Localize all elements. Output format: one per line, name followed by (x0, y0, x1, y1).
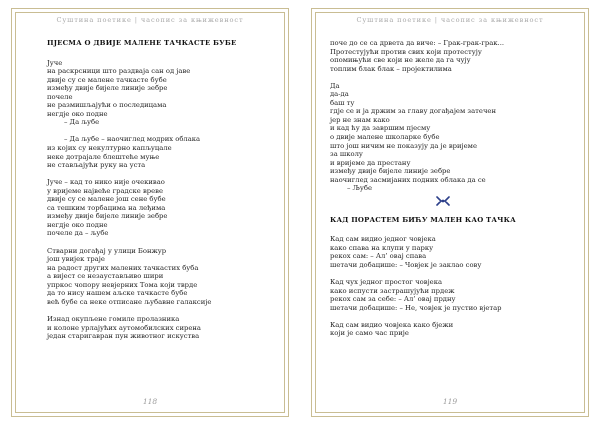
poem-line: још увијек траје (47, 255, 105, 264)
stanza-break (330, 73, 555, 82)
poem-line: на раскрсници што раздваја сан од јаве (47, 67, 191, 76)
stanza-break (47, 306, 272, 315)
poem-line: Протестујући против свих који протестују (330, 47, 482, 56)
poem-line: опомињући све који не желе да га чују (330, 56, 471, 65)
stanza-break (47, 238, 272, 247)
poem-line: баш ту (330, 98, 355, 107)
poem-title: КАД ПОРАСТЕМ БИЋУ МАЛЕН КАО ТАЧКА (330, 215, 516, 224)
page-number: 119 (442, 397, 458, 406)
poem-line: негдје око подне (47, 109, 108, 118)
poem-line: Кад сам видио једног човјека (330, 235, 436, 244)
poem-line: између двије бијеле линије зебре (47, 212, 168, 221)
poem-line: Кад сам видио човјека како бјежи (330, 320, 454, 329)
poem-line: и кад ћу да завршим пјесму (330, 124, 431, 133)
right-page-content (330, 39, 555, 338)
poem-line: – Љубе (347, 184, 373, 193)
stanza-break (330, 270, 555, 279)
poem-line: из којих су некултурно капљуцале (47, 144, 172, 153)
page-number: 118 (142, 397, 158, 406)
poem-line: Кад чух једног простог човјека (330, 278, 442, 287)
poem-line: Јуче – кад то нико није очекивао (47, 178, 165, 187)
poem-line: о двије малене школарке бубе (330, 133, 440, 142)
poem-line: шетачи добацише: – Човјек је заклао сову (330, 261, 482, 270)
poem-line: поче до се са дрвета да виче: – Грак-грак-грак... (330, 39, 505, 47)
running-header: Суштина поетике | часопис за књижевност (56, 16, 244, 24)
poem-line: не стављајући руку на уста (47, 161, 146, 170)
poem-line: почеле (47, 92, 73, 101)
poem-body-continued (330, 39, 555, 193)
poem-line: што још ничим не показују да је вријеме (330, 141, 477, 150)
left-page-content (47, 39, 272, 341)
poem-line: Стварни догађај у улици Бонжур (47, 246, 167, 255)
poem-line: двије су се малене тачкасте бубе (47, 75, 167, 84)
poem-line: не размишљајући о последицама (47, 101, 167, 110)
poem-line: гдје се и ја држим за главу догађајем затечен (330, 107, 496, 116)
poem-line: – Да љубе – наочиглед модрих облака (64, 135, 201, 144)
poem-line: и колоне урлајућих аутомобилских сирена (47, 323, 201, 332)
poem-line: у вријеме највеће градске вреве (47, 186, 164, 195)
poem-line: наочиглед засмијаних подних облака да се (330, 175, 486, 184)
poem-line: како спава на клупи у парку (330, 243, 434, 252)
poem-line: на радост других малених тачкастих буба (47, 263, 199, 272)
poem-line: Да (330, 81, 340, 90)
poem-line: рекох сам: – Ал’ овај спава (330, 252, 427, 261)
poem-line: који је само час прије (330, 329, 409, 338)
poem-line: Изнад окупљене гомиле пролазника (47, 314, 180, 323)
poem-line: један старигавран пун животног искуства (47, 332, 200, 341)
poem-line: већ бубе са неке отписане љубавне галаксије (47, 297, 212, 306)
poem-line: почеле да – љубе (47, 229, 109, 238)
poem-line: за школу (330, 150, 363, 159)
poem-line: шетачи добацише: – Не, човјек је пустио вјетар (330, 303, 502, 312)
poem-title: ПЈЕСМА О ДВИЈЕ МАЛЕНЕ ТАЧКАСТЕ БУБЕ (47, 39, 237, 47)
poem-line: како испусти застрашујући прдеж (330, 286, 455, 295)
poem-line: – Да љубе (64, 118, 100, 127)
poem-body (330, 235, 555, 338)
poem-line: да то нису нашем аљске тачкасте бубе (47, 289, 188, 298)
poem-line: између двије бијеле линије зебре (330, 167, 451, 176)
poem-line: неке дотрајале блештеће муње (47, 152, 160, 161)
poem-line: и вријеме да престану (330, 158, 411, 167)
poem-line: да-да (330, 90, 349, 99)
poem-body (47, 59, 272, 341)
poem-line: рекох сам за себе: – Ал’ овај прдну (330, 295, 456, 304)
poem-line: јер не знам како (330, 115, 390, 124)
poem-line: а вијест се незаустављиво шири (47, 272, 164, 281)
poem-line: између двије бијеле линије зебре (47, 84, 168, 93)
poem-line: са тешким торбацима на леђима (47, 203, 166, 212)
stanza-break (47, 127, 272, 136)
running-header: Суштина поетике | часопис за књижевност (356, 16, 544, 24)
poem-line: негдје око подне (47, 220, 108, 229)
ornament-divider (330, 196, 555, 212)
ornament-icon (436, 196, 450, 206)
right-page (300, 0, 600, 426)
poem-line: двије су се малене још сене бубе (47, 195, 166, 204)
stanza-break (47, 170, 272, 179)
poem-line: упркос чопору невјерних Тома који тврде (47, 280, 198, 289)
poem-line: Јуче (47, 58, 63, 67)
stanza-break (330, 312, 555, 321)
poem-line: топлим блак блак – пројектилима (330, 64, 452, 73)
